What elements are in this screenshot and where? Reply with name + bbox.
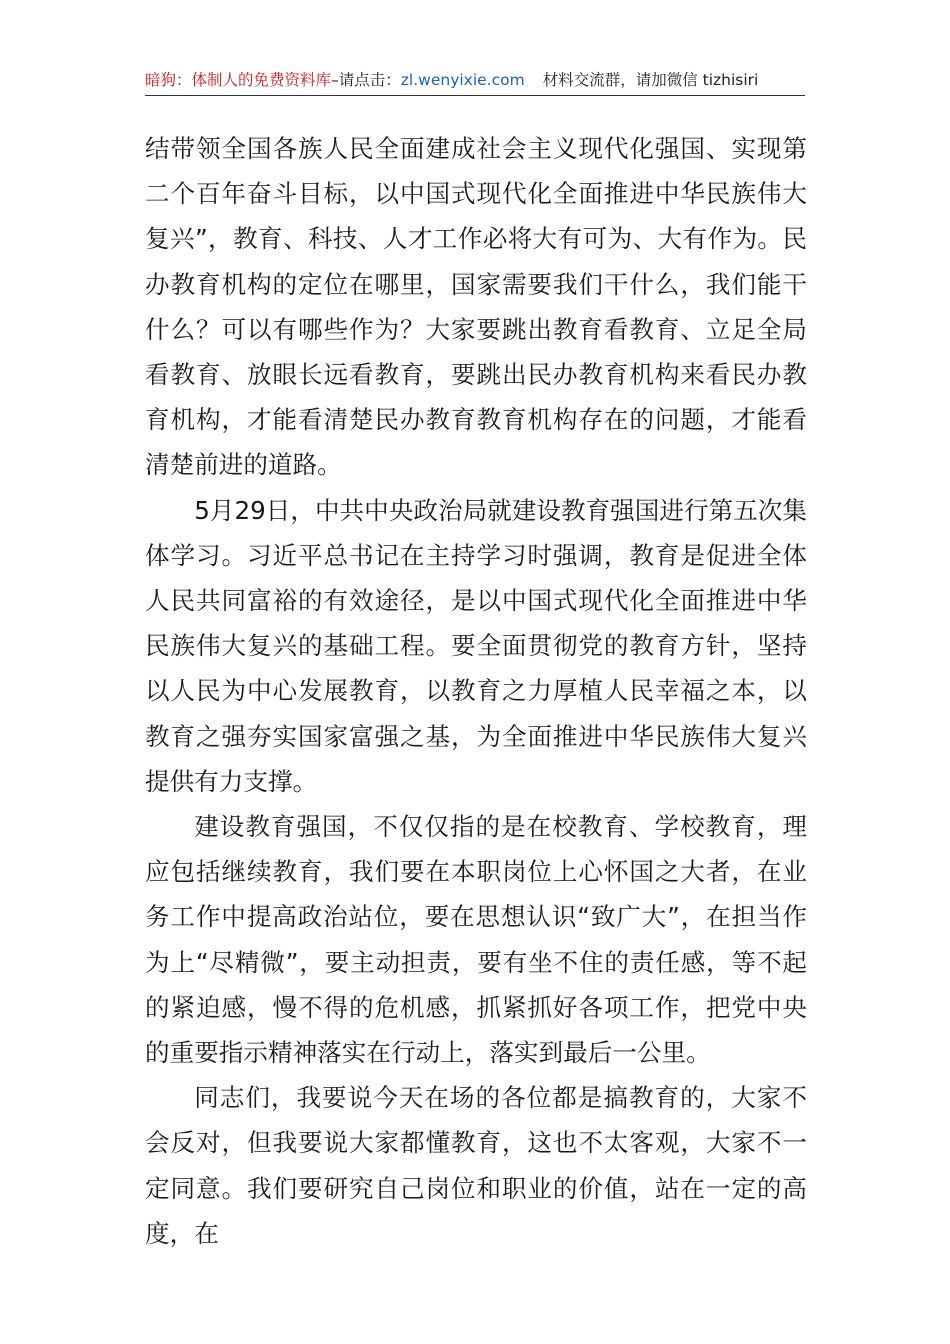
paragraph-4: 同志们，我要说今天在场的各位都是搞教育的，大家不会反对，但我要说大家都懂教育，这也不太客观，大家不一定同意。我们要研究自己岗位和职业的价值，站在一定的高度，在 (145, 1083, 807, 1248)
paragraph-3: 建设教育强国，不仅仅指的是在校教育、学校教育，理应包括继续教育，我们要在本职岗位上心怀国之大者，在业务工作中提高政治站位，要在思想认识“致广大”，在担当作为上“尽精微”，要主动担责，要有坐不住的责任感，等不起的紧迫感，慢不得的危机感，抓紧抓好各项工作，把党中央的重要指示精神落实在行动上，落实到最后一公里。 (145, 812, 807, 1068)
page-header (145, 66, 805, 94)
paragraph-2: 5月29日，中共中央政治局就建设教育强国进行第五次集体学习。习近平总书记在主持学习时强调，教育是促进全体人民共同富裕的有效途径，是以中国式现代化全面推进中华民族伟大复兴的基础工程。要全面贯彻党的教育方针，坚持以人民为中心发展教育，以教育之力厚植人民幸福之本，以教育之强夯实国家富强之基，为全面推进中华民族伟大复兴提供有力支撑。 (145, 495, 807, 796)
header-url-link[interactable]: zl.wenyixie.com (400, 71, 525, 89)
header-brand: 暗狗：体制人的免费资料库 (145, 71, 332, 89)
header-click-prefix: –请点击： (331, 71, 401, 89)
paragraph-1: 结带领全国各族人民全面建成社会主义现代化强国、实现第二个百年奋斗目标，以中国式现代化全面推进中华民族伟大复兴”，教育、科技、人才工作必将大有可为、大有作为。民办教育机构的定位在哪里，国家需要我们干什么，我们能干什么？可以有哪些作为？大家要跳出教育看教育、立足全局看教育、放眼长远看教育，要跳出民办教育机构来看民办教育机构，才能看清楚民办教育教育机构存在的问题，才能看清楚前进的道路。 (145, 134, 807, 480)
header-divider (145, 95, 805, 96)
document-body (145, 126, 807, 1256)
header-group-text: 材料交流群，请加微信 tizhisiri (542, 71, 759, 89)
